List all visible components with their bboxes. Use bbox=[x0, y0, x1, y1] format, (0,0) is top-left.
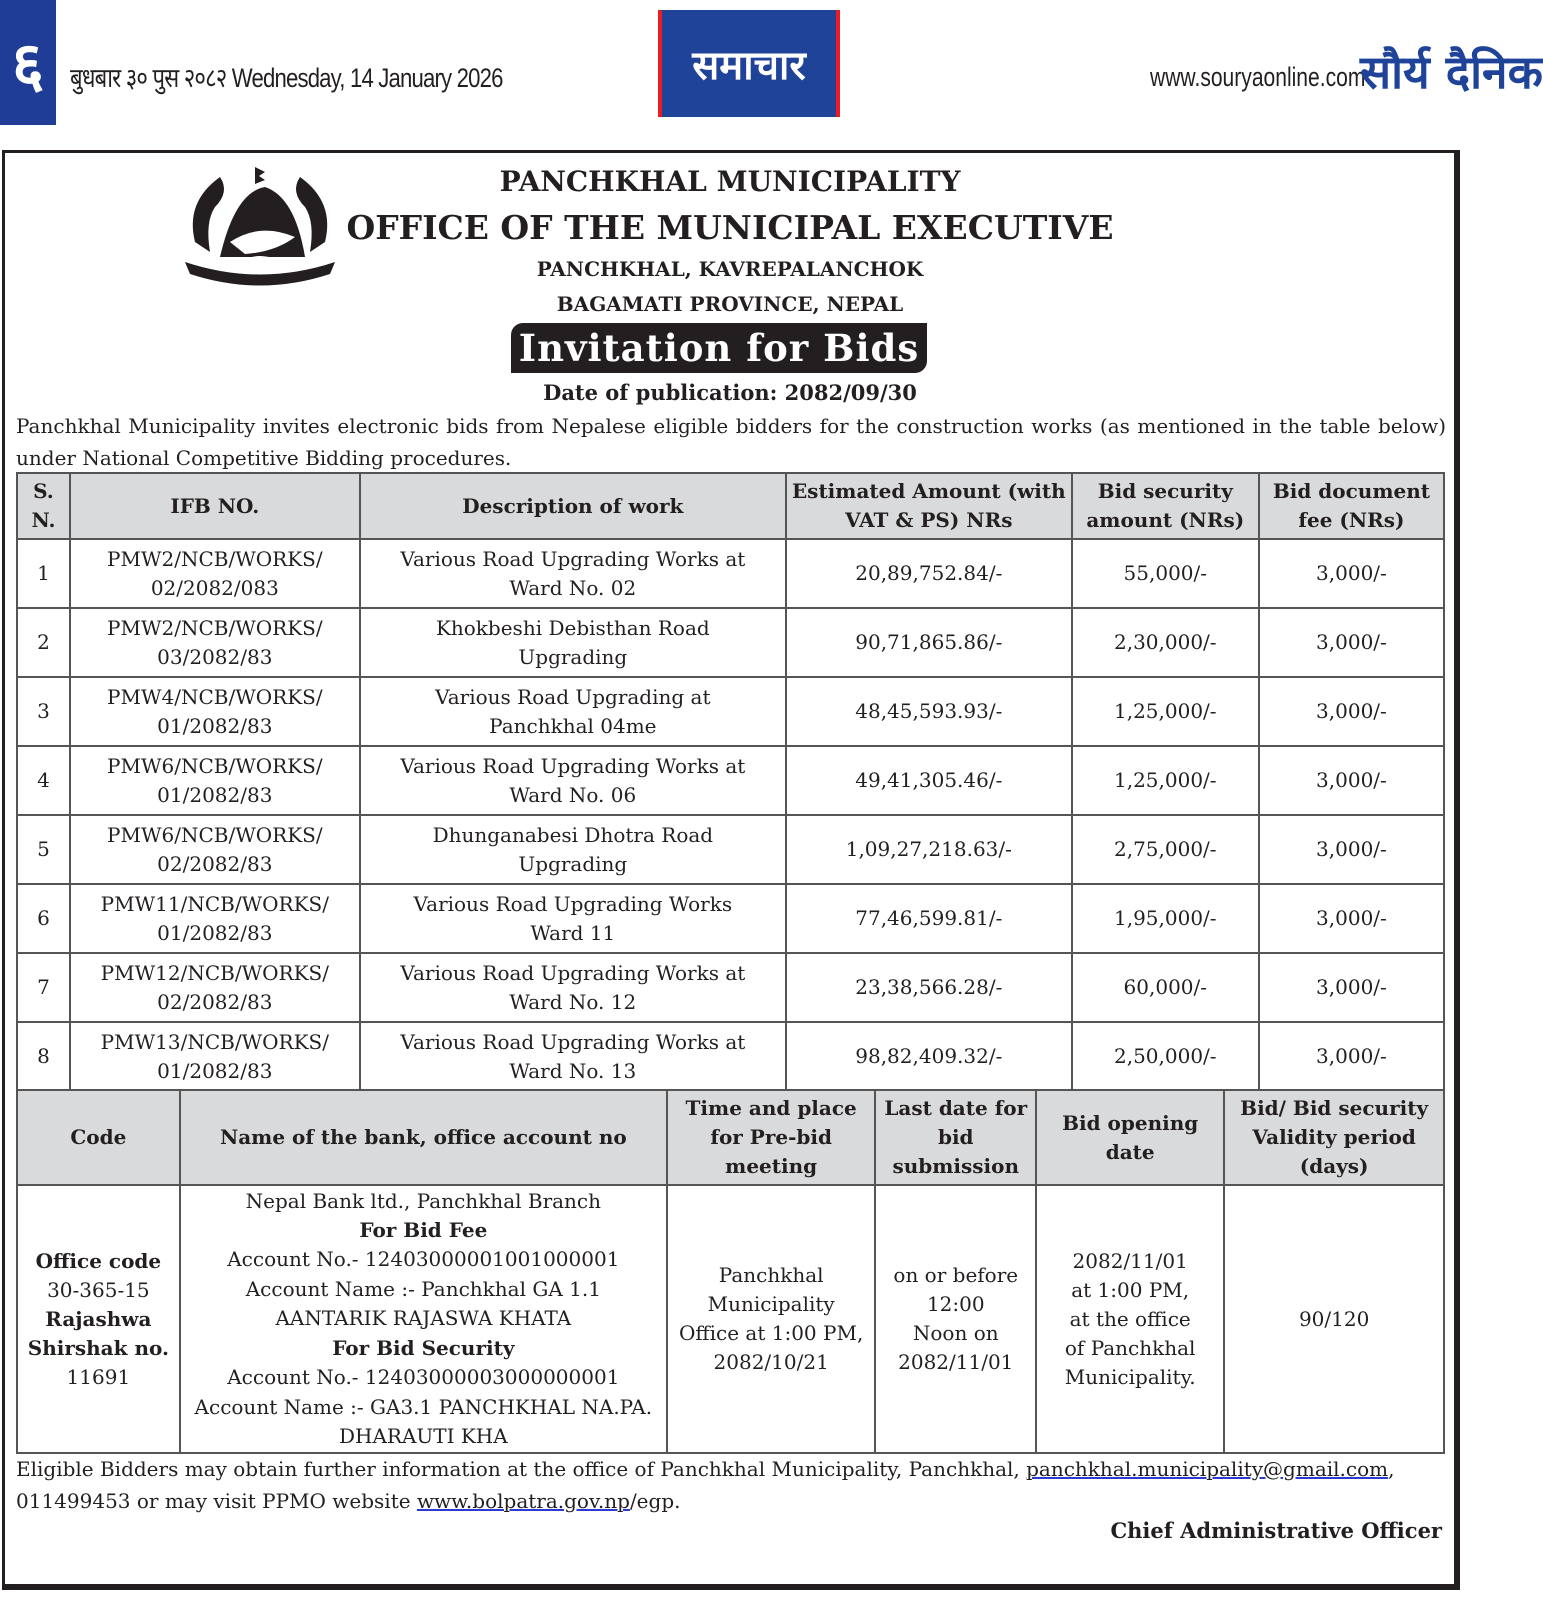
cell-bid-security: 60,000/- bbox=[1072, 953, 1259, 1022]
cell-sn: 5 bbox=[17, 815, 70, 884]
cell-estimated-amount: 77,46,599.81/- bbox=[786, 884, 1072, 953]
cell-bid-security: 55,000/- bbox=[1072, 539, 1259, 608]
cell-estimated-amount: 20,89,752.84/- bbox=[786, 539, 1072, 608]
header-bid-security: Bid security amount (NRs) bbox=[1072, 473, 1259, 539]
prebid-line: Municipality bbox=[707, 1292, 835, 1316]
cell-description bbox=[360, 608, 786, 677]
publication-date: Date of publication: 2082/09/30 bbox=[543, 380, 917, 405]
page-number: ६ bbox=[0, 0, 56, 125]
cell-estimated-amount: 1,09,27,218.63/- bbox=[786, 815, 1072, 884]
footer-info bbox=[16, 1453, 1451, 1517]
bid-security-account-name-2: DHARAUTI KHA bbox=[338, 1423, 508, 1448]
cell-description bbox=[360, 677, 786, 746]
opening-line: of Panchkhal bbox=[1064, 1335, 1196, 1360]
cell-sn: 7 bbox=[17, 953, 70, 1022]
last-date-line: on or before bbox=[893, 1263, 1019, 1287]
bid-details-table bbox=[16, 1089, 1445, 1454]
table-row bbox=[17, 815, 1444, 884]
cell-ifb-no-line: 02/2082/083 bbox=[150, 575, 279, 600]
cell-description-line: Upgrading bbox=[518, 851, 628, 876]
cell-description-line: Ward No. 12 bbox=[509, 989, 637, 1014]
cell-ifb-no bbox=[70, 815, 360, 884]
prebid-line: 2082/10/21 bbox=[713, 1350, 829, 1374]
shirshak-label-1: Rajashwa bbox=[45, 1306, 152, 1331]
cell-description-line: Various Road Upgrading Works bbox=[413, 891, 733, 916]
cell-bid-security: 1,25,000/- bbox=[1072, 677, 1259, 746]
bid-fee-account-name-2: AANTARIK RAJASWA KHATA bbox=[275, 1306, 572, 1331]
table-row bbox=[17, 1022, 1444, 1091]
table-row bbox=[17, 608, 1444, 677]
cell-estimated-amount: 23,38,566.28/- bbox=[786, 953, 1072, 1022]
cell-ifb-no bbox=[70, 677, 360, 746]
cell-ifb-no-line: 01/2082/83 bbox=[157, 782, 273, 807]
bid-security-account-name-1: Account Name :- GA3.1 PANCHKHAL NA.PA. bbox=[194, 1394, 653, 1419]
cell-bid-fee: 3,000/- bbox=[1259, 815, 1444, 884]
bid-fee-heading: For Bid Fee bbox=[359, 1218, 488, 1243]
municipality-name: PANCHKHAL MUNICIPALITY bbox=[499, 165, 961, 198]
office-code: 30-365-15 bbox=[47, 1277, 150, 1302]
last-date-line: Noon on bbox=[912, 1321, 999, 1345]
cell-description-line: Ward 11 bbox=[530, 920, 616, 945]
intro-paragraph: Panchkhal Municipality invites electronic bids from Nepalese eligible bidders for the construction works (as mentioned in the table below) under National Competitive Bidding procedures. bbox=[16, 414, 1446, 470]
details-row bbox=[17, 1185, 1444, 1453]
newspaper-masthead bbox=[0, 0, 1543, 130]
cell-estimated-amount: 48,45,593.93/- bbox=[786, 677, 1072, 746]
cell-description-line: Ward No. 02 bbox=[509, 575, 637, 600]
cell-ifb-no-line: 01/2082/83 bbox=[157, 713, 273, 738]
cell-sn: 6 bbox=[17, 884, 70, 953]
cell-ifb-no-line: PMW2/NCB/WORKS/ bbox=[107, 546, 323, 571]
cell-description-line: Khokbeshi Debisthan Road bbox=[435, 615, 710, 640]
cell-ifb-no bbox=[70, 539, 360, 608]
cell-bid-fee: 3,000/- bbox=[1259, 953, 1444, 1022]
cell-description bbox=[360, 815, 786, 884]
email-link[interactable]: panchkhal.municipality@gmail.com bbox=[1026, 1457, 1389, 1481]
cell-ifb-no-line: PMW2/NCB/WORKS/ bbox=[107, 615, 323, 640]
prebid-line: Panchkhal bbox=[718, 1263, 824, 1287]
cell-bid-security: 2,75,000/- bbox=[1072, 815, 1259, 884]
shirshak-no: 11691 bbox=[66, 1364, 131, 1389]
cell-bid-security: 1,25,000/- bbox=[1072, 746, 1259, 815]
table-row bbox=[17, 677, 1444, 746]
cell-description-line: Panchkhal 04me bbox=[489, 713, 657, 738]
table-row bbox=[17, 884, 1444, 953]
table-row bbox=[17, 953, 1444, 1022]
office-location: PANCHKHAL, KAVREPALANCHOK bbox=[536, 257, 924, 281]
cell-ifb-no bbox=[70, 746, 360, 815]
cell-estimated-amount: 98,82,409.32/- bbox=[786, 1022, 1072, 1091]
opening-date-cell bbox=[1036, 1185, 1224, 1453]
footer-text-2: , bbox=[1388, 1457, 1395, 1481]
prebid-cell bbox=[667, 1185, 876, 1453]
header-estimated-amount: Estimated Amount (with VAT & PS) NRs bbox=[786, 473, 1072, 539]
table-row bbox=[17, 746, 1444, 815]
office-name: OFFICE OF THE MUNICIPAL EXECUTIVE bbox=[346, 208, 1114, 247]
cell-description-line: Ward No. 06 bbox=[509, 782, 637, 807]
shirshak-label-2: Shirshak no. bbox=[27, 1335, 169, 1360]
cell-description bbox=[360, 746, 786, 815]
cell-bid-security: 2,50,000/- bbox=[1072, 1022, 1259, 1091]
header-sn: S. N. bbox=[17, 473, 70, 539]
cell-ifb-no-line: 02/2082/83 bbox=[157, 989, 273, 1014]
code-cell bbox=[17, 1185, 180, 1453]
signoff: Chief Administrative Officer bbox=[1110, 1518, 1442, 1543]
cell-estimated-amount: 49,41,305.46/- bbox=[786, 746, 1072, 815]
cell-bid-fee: 3,000/- bbox=[1259, 608, 1444, 677]
cell-description-line: Various Road Upgrading Works at bbox=[400, 753, 746, 778]
cell-description-line: Dhunganabesi Dhotra Road bbox=[432, 822, 714, 847]
cell-ifb-no-line: 01/2082/83 bbox=[157, 1058, 273, 1083]
cell-ifb-no-line: PMW6/NCB/WORKS/ bbox=[107, 822, 323, 847]
cell-ifb-no bbox=[70, 953, 360, 1022]
header-last-date: Last date for bid submission bbox=[875, 1090, 1036, 1185]
cell-bid-fee: 3,000/- bbox=[1259, 746, 1444, 815]
last-date-line: 2082/11/01 bbox=[898, 1350, 1014, 1374]
validity-cell: 90/120 bbox=[1224, 1185, 1444, 1453]
cell-description-line: Various Road Upgrading at bbox=[435, 684, 711, 709]
cell-bid-security: 1,95,000/- bbox=[1072, 884, 1259, 953]
details-table-header bbox=[17, 1090, 1444, 1185]
header-bid-document-fee: Bid document fee (NRs) bbox=[1259, 473, 1444, 539]
header-description: Description of work bbox=[360, 473, 786, 539]
bid-security-heading: For Bid Security bbox=[332, 1335, 515, 1360]
cell-ifb-no-line: PMW4/NCB/WORKS/ bbox=[107, 684, 323, 709]
office-province: BAGAMATI PROVINCE, NEPAL bbox=[556, 292, 904, 316]
bid-fee-account-name-1: Account Name :- Panchkhal GA 1.1 bbox=[245, 1276, 601, 1301]
opening-line: at 1:00 PM, bbox=[1071, 1277, 1190, 1302]
cell-description-line: Various Road Upgrading Works at bbox=[400, 1029, 746, 1054]
cell-ifb-no-line: 01/2082/83 bbox=[157, 920, 273, 945]
cell-description bbox=[360, 539, 786, 608]
cell-sn: 8 bbox=[17, 1022, 70, 1091]
footer-text-3: 011499453 or may visit PPMO website bbox=[16, 1489, 417, 1513]
cell-bid-fee: 3,000/- bbox=[1259, 1022, 1444, 1091]
opening-line: 2082/11/01 bbox=[1072, 1248, 1188, 1273]
cell-sn: 2 bbox=[17, 608, 70, 677]
cell-bid-fee: 3,000/- bbox=[1259, 677, 1444, 746]
bank-cell bbox=[180, 1185, 667, 1453]
cell-ifb-no bbox=[70, 884, 360, 953]
opening-line: at the office bbox=[1069, 1306, 1191, 1331]
cell-sn: 1 bbox=[17, 539, 70, 608]
cell-ifb-no-line: PMW12/NCB/WORKS/ bbox=[100, 960, 329, 985]
last-date-line: 12:00 bbox=[926, 1292, 985, 1316]
cell-estimated-amount: 90,71,865.86/- bbox=[786, 608, 1072, 677]
newspaper-website: www.souryaonline.com bbox=[1150, 62, 1366, 92]
header-ifb-no: IFB NO. bbox=[70, 473, 360, 539]
dateline: बुधबार ३० पुस २०८२ Wednesday, 14 January 2026 bbox=[70, 63, 503, 93]
footer-text-4: /egp. bbox=[629, 1489, 681, 1513]
bid-security-account-no: Account No.- 12403000003000000001 bbox=[227, 1365, 620, 1390]
cell-ifb-no bbox=[70, 1022, 360, 1091]
table-row bbox=[17, 539, 1444, 608]
header-opening-date: Bid opening date bbox=[1036, 1090, 1224, 1185]
prebid-line: Office at 1:00 PM, bbox=[679, 1321, 864, 1345]
ppmo-website-link[interactable]: www.bolpatra.gov.np bbox=[416, 1489, 630, 1513]
notice-title: Invitation for Bids bbox=[511, 323, 927, 373]
cell-description-line: Upgrading bbox=[518, 644, 628, 669]
last-date-cell bbox=[875, 1185, 1036, 1453]
footer-text-1: Eligible Bidders may obtain further information at the office of Panchkhal Municipality, Panchkhal, bbox=[16, 1457, 1027, 1481]
cell-sn: 4 bbox=[17, 746, 70, 815]
cell-description bbox=[360, 884, 786, 953]
cell-description-line: Various Road Upgrading Works at bbox=[400, 546, 746, 571]
cell-description bbox=[360, 1022, 786, 1091]
bank-name: Nepal Bank ltd., Panchkhal Branch bbox=[245, 1188, 602, 1213]
cell-description-line: Various Road Upgrading Works at bbox=[400, 960, 746, 985]
cell-ifb-no-line: 02/2082/83 bbox=[157, 851, 273, 876]
newspaper-logo: सौर्य दैनिक bbox=[1360, 45, 1543, 99]
header-code: Code bbox=[17, 1090, 180, 1185]
office-code-label: Office code bbox=[35, 1248, 162, 1273]
opening-line: Municipality. bbox=[1064, 1364, 1196, 1389]
cell-ifb-no-line: PMW11/NCB/WORKS/ bbox=[100, 891, 329, 916]
cell-bid-fee: 3,000/- bbox=[1259, 539, 1444, 608]
section-tag: समाचार bbox=[658, 10, 840, 117]
cell-ifb-no-line: PMW6/NCB/WORKS/ bbox=[107, 753, 323, 778]
cell-bid-security: 2,30,000/- bbox=[1072, 608, 1259, 677]
cell-ifb-no-line: PMW13/NCB/WORKS/ bbox=[100, 1029, 329, 1054]
cell-ifb-no bbox=[70, 608, 360, 677]
header-prebid: Time and place for Pre-bid meeting bbox=[667, 1090, 876, 1185]
cell-bid-fee: 3,000/- bbox=[1259, 884, 1444, 953]
works-table bbox=[16, 472, 1445, 1092]
header-validity: Bid/ Bid security Validity period (days) bbox=[1224, 1090, 1444, 1185]
cell-ifb-no-line: 03/2082/83 bbox=[157, 644, 273, 669]
works-table-header bbox=[17, 473, 1444, 539]
header-bank: Name of the bank, office account no bbox=[180, 1090, 667, 1185]
cell-sn: 3 bbox=[17, 677, 70, 746]
cell-description bbox=[360, 953, 786, 1022]
cell-description-line: Ward No. 13 bbox=[509, 1058, 637, 1083]
bid-fee-account-no: Account No.- 12403000001001000001 bbox=[227, 1247, 620, 1272]
